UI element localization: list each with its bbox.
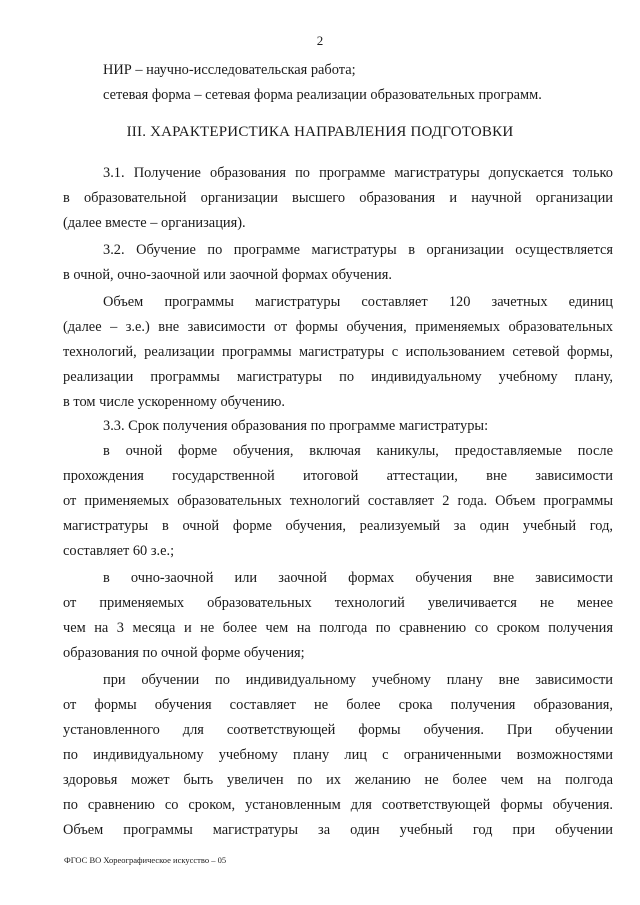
body-line: в очно-заочной или заочной формах обучения вне зависимости (103, 570, 613, 586)
body-line: при обучении по индивидуальному учебному плану вне зависимости (103, 672, 613, 688)
abbreviation-network-form: сетевая форма – сетевая форма реализации образовательных программ. (103, 87, 542, 103)
body-line: по сравнению со сроком, установленным для соответствующей формы обучения. (63, 797, 613, 813)
body-line: технологий, реализации программы магистратуры с использованием сетевой формы, (63, 344, 613, 360)
body-line: прохождения государственной итоговой аттестации, вне зависимости (63, 468, 613, 484)
body-line: составляет 60 з.е.; (63, 543, 175, 559)
body-line: в образовательной организации высшего образования и научной организации (63, 190, 613, 206)
body-line: (далее – з.е.) вне зависимости от формы обучения, применяемых образовательных (63, 319, 613, 335)
page-number: 2 (316, 33, 324, 48)
body-line: установленного для соответствующей формы обучения. При обучении (63, 722, 613, 738)
body-line: магистратуры в очной форме обучения, реализуемый за один учебный год, (63, 518, 613, 534)
body-line: здоровья может быть увеличен по их желанию не более чем на полгода (63, 772, 613, 788)
body-line: в очной, очно-заочной или заочной формах обучения. (63, 267, 392, 283)
body-line: от применяемых образовательных технологий увеличивается не менее (63, 595, 613, 611)
abbreviation-nir: НИР – научно-исследовательская работа; (103, 62, 356, 78)
body-line: Объем программы магистратуры за один учебный год при обучении (63, 822, 613, 838)
body-line: реализации программы магистратуры по индивидуальному учебному плану, (63, 369, 613, 385)
body-line: чем на 3 месяца и не более чем на полгода по сравнению со сроком получения (63, 620, 613, 636)
body-line: (далее вместе – организация). (63, 215, 246, 231)
body-line: в очной форме обучения, включая каникулы, предоставляемые после (103, 443, 613, 459)
body-line: образования по очной форме обучения; (63, 645, 305, 661)
body-line: от применяемых образовательных технологий составляет 2 года. Объем программы (63, 493, 613, 509)
body-line: Объем программы магистратуры составляет 120 зачетных единиц (103, 294, 613, 310)
body-line: по индивидуальному учебному плану лиц с ограниченными возможностями (63, 747, 613, 763)
body-line: 3.1. Получение образования по программе магистратуры допускается только (103, 165, 613, 181)
footer-note: ФГОС ВО Хореографическое искусство – 05 (64, 855, 227, 865)
section-title: III. ХАРАКТЕРИСТИКА НАПРАВЛЕНИЯ ПОДГОТОВКИ (126, 124, 514, 140)
body-line: 3.2. Обучение по программе магистратуры в организации осуществляется (103, 242, 613, 258)
body-line: в том числе ускоренному обучению. (63, 394, 285, 410)
body-line: от формы обучения составляет не более срока получения образования, (63, 697, 613, 713)
body-line: 3.3. Срок получения образования по программе магистратуры: (103, 418, 489, 434)
